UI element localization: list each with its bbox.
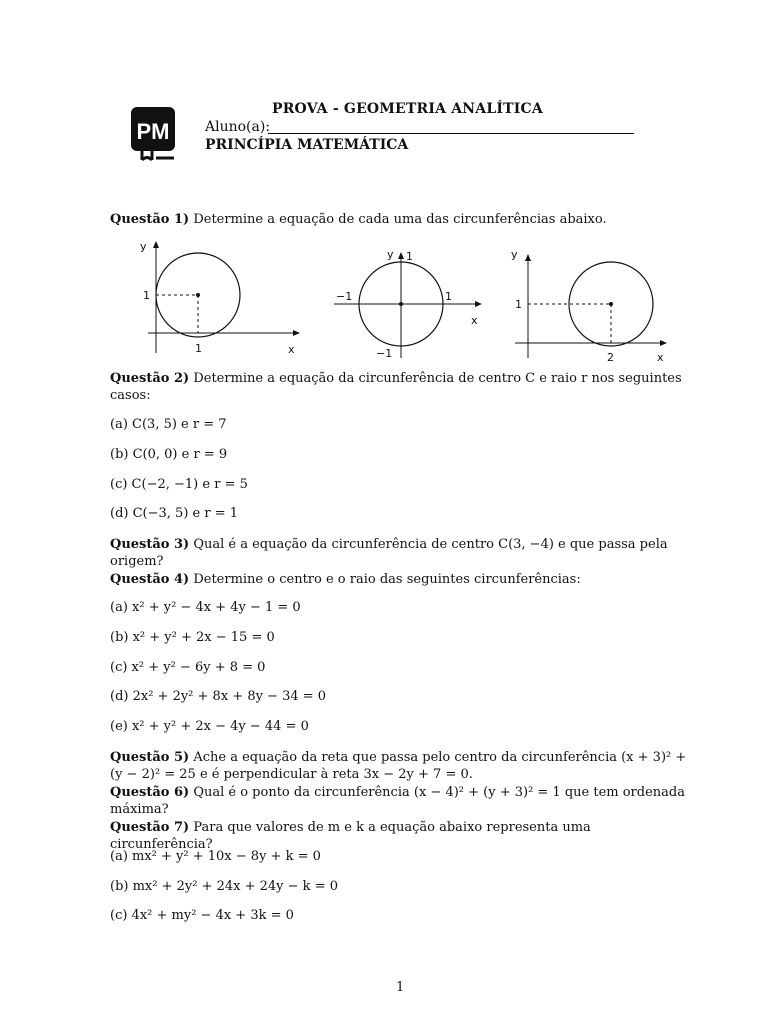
list-item: (a) C(3, 5) e r = 7 xyxy=(110,417,227,432)
question-text: Ache a equação da reta que passa pelo centro da circunferência (x + 3)² + (y − 2)² = 25 e é perpendicular à reta 3x − 2y + 7 = 0. xyxy=(110,750,687,782)
list-item: (c) 4x² + my² − 4x + 3k = 0 xyxy=(110,908,294,923)
question-label: Questão 6) xyxy=(110,785,190,800)
y-axis-label: y xyxy=(511,248,518,261)
x-axis-label: x xyxy=(657,351,664,364)
list-item: (c) x² + y² − 6y + 8 = 0 xyxy=(110,660,266,675)
question-7 xyxy=(110,819,695,853)
page-title: PROVA - GEOMETRIA ANALÍTICA xyxy=(272,101,543,117)
list-item: (d) 2x² + 2y² + 8x + 8y − 34 = 0 xyxy=(110,689,327,704)
pm-logo-icon xyxy=(128,105,178,165)
list-item: (b) C(0, 0) e r = 9 xyxy=(110,447,228,462)
question-label: Questão 1) xyxy=(110,212,190,227)
question-label: Questão 7) xyxy=(110,820,190,835)
tick-label-right: 1 xyxy=(445,290,452,303)
question-3 xyxy=(110,536,695,570)
tick-label-bottom: −1 xyxy=(376,347,393,360)
tick-label-x: 2 xyxy=(607,351,614,364)
tick-label-x: 1 xyxy=(195,342,202,355)
question-label: Questão 5) xyxy=(110,750,190,765)
tick-label-y: 1 xyxy=(143,289,150,302)
tick-label-top: 1 xyxy=(406,250,413,263)
question-text: Qual é o ponto da circunferência (x − 4)² + (y + 3)² = 1 que tem ordenada máxima? xyxy=(110,785,685,817)
logo-text: PM xyxy=(136,119,170,144)
question-2 xyxy=(110,370,695,404)
question-text: Determine a equação de cada uma das circunferências abaixo. xyxy=(193,212,607,227)
question-6 xyxy=(110,784,695,818)
question-text: Para que valores de m e k a equação abaixo representa uma circunferência? xyxy=(110,820,591,852)
list-item: (a) mx² + y² + 10x − 8y + k = 0 xyxy=(110,849,321,864)
x-axis-label: x xyxy=(471,314,478,327)
question-text: Determine a equação da circunferência de centro C e raio r nos seguintes casos: xyxy=(110,371,682,403)
question-label: Questão 4) xyxy=(110,572,190,587)
y-axis-label: y xyxy=(387,248,394,261)
question-5 xyxy=(110,749,695,783)
student-label: Aluno(a): xyxy=(205,119,271,135)
tick-label-left: −1 xyxy=(336,290,353,303)
x-axis-label: x xyxy=(288,343,295,356)
list-item: (c) C(−2, −1) e r = 5 xyxy=(110,477,248,492)
page-number: 1 xyxy=(396,980,405,995)
question-text: Qual é a equação da circunferência de centro C(3, −4) e que passa pela origem? xyxy=(110,537,668,569)
list-item: (d) C(−3, 5) e r = 1 xyxy=(110,506,238,521)
question-4 xyxy=(110,571,695,588)
question-text: Determine o centro e o raio das seguintes circunferências: xyxy=(193,572,581,587)
circle-figure-2 xyxy=(328,240,488,365)
list-item: (b) x² + y² + 2x − 15 = 0 xyxy=(110,630,275,645)
circle-figure-3 xyxy=(505,240,680,365)
student-name-line xyxy=(268,133,634,134)
y-axis-label: y xyxy=(140,240,147,253)
circle-figure-1 xyxy=(138,235,308,360)
tick-label-y: 1 xyxy=(515,298,522,311)
question-label: Questão 3) xyxy=(110,537,190,552)
question-label: Questão 2) xyxy=(110,371,190,386)
subtitle: PRINCÍPIA MATEMÁTICA xyxy=(205,137,409,153)
question-1 xyxy=(110,211,695,228)
list-item: (a) x² + y² − 4x + 4y − 1 = 0 xyxy=(110,600,301,615)
list-item: (e) x² + y² + 2x − 4y − 44 = 0 xyxy=(110,719,309,734)
list-item: (b) mx² + 2y² + 24x + 24y − k = 0 xyxy=(110,879,338,894)
